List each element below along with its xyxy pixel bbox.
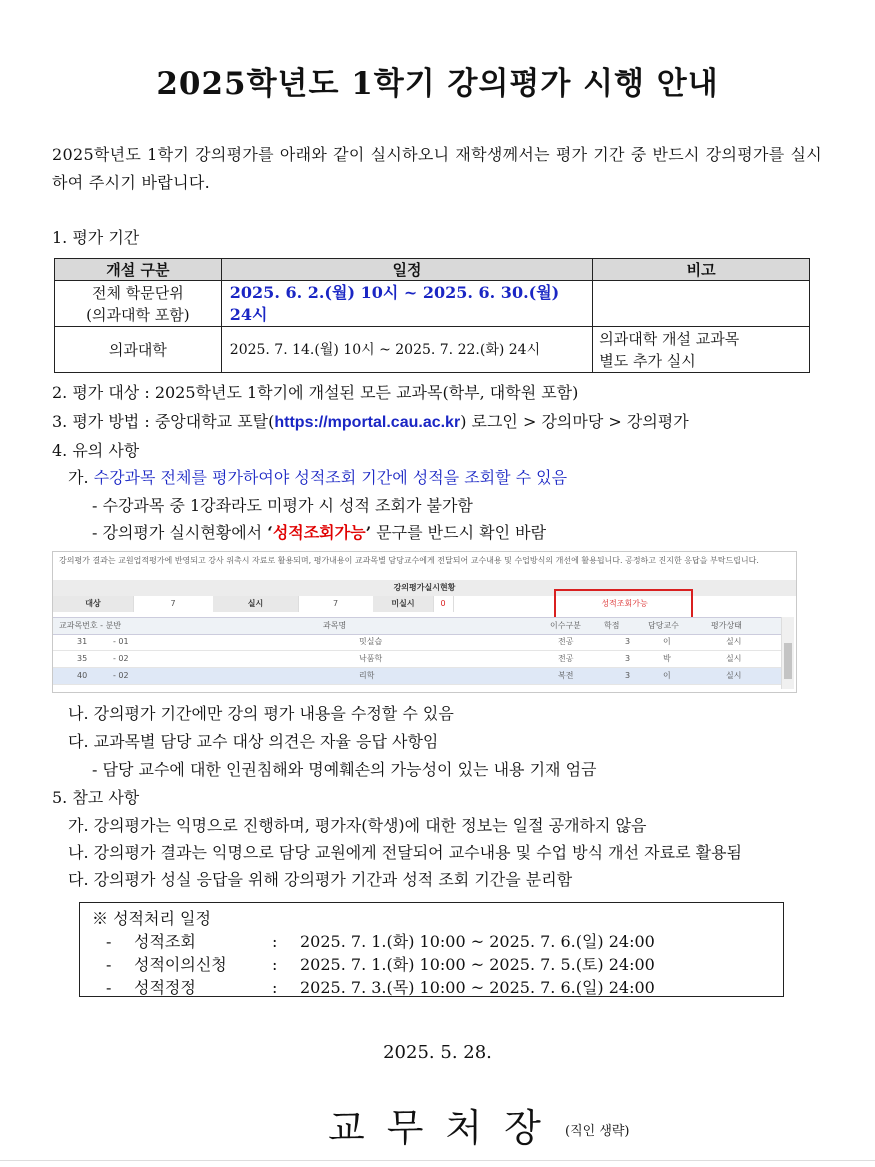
header-schedule: 일정 (221, 259, 593, 281)
row2-category: 의과대학 (55, 327, 222, 373)
schedule-period: 2025. 7. 1.(화) 10:00 ~ 2025. 7. 6.(일) 24:00 (300, 932, 655, 951)
signature-note: (직인 생략) (565, 1124, 630, 1139)
section-4-da-bullet: - 담당 교수에 대한 인권침해와 명예훼손의 가능성이 있는 내용 기재 엄금 (92, 760, 597, 779)
row-prof: 박 (663, 654, 671, 663)
section-4-ga-prefix: 가. (68, 468, 94, 487)
schedule-period: 2025. 7. 3.(목) 10:00 ~ 2025. 7. 6.(일) 24:00 (300, 978, 655, 997)
col-credit: 학점 (604, 621, 620, 630)
row-sec: - 01 (113, 637, 129, 646)
notdone-value: 0 (433, 596, 454, 612)
row-credit: 3 (625, 637, 631, 646)
target-value: 7 (133, 596, 214, 612)
section-5-na: 나. 강의평가 결과는 익명으로 담당 교원에게 전달되어 교수내용 및 수업 방식 개선 자료로 활용됨 (68, 843, 742, 862)
schedule-item (106, 929, 655, 952)
col-status: 평가상태 (711, 621, 742, 630)
status-text: 성적조회가능 (601, 599, 648, 608)
evaluation-status-screenshot (52, 551, 797, 693)
row-sec: - 02 (113, 671, 129, 680)
row2-note (593, 327, 810, 373)
intro-paragraph: 2025학년도 1학기 강의평가를 아래와 같이 실시하오니 재학생께서는 평가 기간 중 반드시 강의평가를 실시하여 주시기 바랍니다. (52, 145, 822, 192)
header-category: 개설 구분 (55, 259, 222, 281)
schedule-label: 성적조회 (134, 932, 196, 951)
schedule-colon: : (272, 932, 278, 951)
section-2: 2. 평가 대상 : 2025학년도 1학기에 개설된 모든 교과목(학부, 대학원 포함) (52, 383, 579, 402)
table-row (53, 634, 781, 651)
bullet-2-suffix: 문구를 반드시 확인 바람 (371, 523, 547, 542)
section-4-na: 나. 강의평가 기간에만 강의 평가 내용을 수정할 수 있음 (68, 704, 454, 723)
portal-link[interactable]: https://mportal.cau.ac.kr (274, 414, 461, 431)
row1-schedule-text: 2025. 6. 2.(월) 10시 ~ 2025. 6. 30.(월) 24시 (229, 282, 560, 324)
table-row (55, 281, 810, 327)
row-name: 리학 (359, 671, 375, 680)
section-4-heading: 4. 유의 사항 (52, 441, 140, 460)
schedule-item (106, 952, 655, 975)
schedule-dash: - (106, 955, 112, 974)
table-header-row (55, 259, 810, 281)
signature: 교무처장 (328, 1106, 563, 1150)
quote-close: ’ (365, 523, 372, 542)
row-code: 40 (77, 671, 88, 680)
done-label: 실시 (213, 596, 299, 612)
row-prof: 이 (663, 637, 671, 646)
row1-note (593, 281, 810, 327)
section-4-da: 다. 교과목별 담당 교수 대상 의견은 자율 응답 사항임 (68, 732, 439, 751)
target-label: 대상 (53, 596, 134, 612)
col-type: 이수구분 (550, 621, 581, 630)
page-bottom-divider (0, 1160, 875, 1161)
row-type: 전공 (558, 654, 574, 663)
row2-note-line1: 의과대학 개설 교과목 (599, 329, 740, 348)
section-3-suffix: ) 로그인 > 강의마당 > 강의평가 (460, 412, 689, 431)
table-row (55, 327, 810, 373)
col-name: 과목명 (323, 621, 347, 630)
vertical-scrollbar[interactable] (781, 617, 794, 689)
document-date: 2025. 5. 28. (383, 1042, 492, 1063)
section-3 (52, 411, 689, 433)
course-table-header (53, 617, 781, 635)
header-note: 비고 (593, 259, 810, 281)
section-5-da: 다. 강의평가 성실 응답을 위해 강의평가 기간과 성적 조회 기간을 분리함 (68, 870, 573, 889)
table-row (53, 668, 781, 685)
row1-category-line2: (의과대학 포함) (86, 305, 190, 324)
row-type: 전공 (558, 637, 574, 646)
row-sec: - 02 (113, 654, 129, 663)
schedule-colon: : (272, 955, 278, 974)
schedule-period: 2025. 7. 1.(화) 10:00 ~ 2025. 7. 5.(토) 24:00 (300, 955, 655, 974)
row-credit: 3 (625, 654, 631, 663)
status-highlight-box (554, 589, 693, 619)
row-credit: 3 (625, 671, 631, 680)
row-prof: 이 (663, 671, 671, 680)
col-prof: 담당교수 (648, 621, 679, 630)
done-value: 7 (298, 596, 374, 612)
row-code: 31 (77, 637, 88, 646)
screenshot-note: 강의평가 결과는 교원업적평가에 반영되고 강사 위촉시 자료로 활용되며, 평가내용이 교과목별 담당교수에게 전달되어 교수내용 및 수업방식의 개선에 활용됩니다. 공정하고 진지한 응답을 부탁드립니다. (59, 556, 759, 565)
status-title: 강의평가실시현황 (53, 580, 796, 596)
section-5-ga: 가. 강의평가는 익명으로 진행하며, 평가자(학생)에 대한 정보는 일절 공개하지 않음 (68, 816, 647, 835)
row2-note-line2: 별도 추가 실시 (599, 351, 696, 370)
row2-schedule: 2025. 7. 14.(월) 10시 ~ 2025. 7. 22.(화) 24시 (221, 327, 593, 373)
notdone-label: 미실시 (373, 596, 434, 612)
row-name: 밋실습 (359, 637, 383, 646)
row-status: 실시 (726, 654, 742, 663)
section-4-ga (68, 467, 567, 488)
section-3-prefix: 3. 평가 방법 : 중앙대학교 포탈( (52, 412, 275, 431)
schedule-title: ※ 성적처리 일정 (92, 909, 211, 928)
schedule-item (106, 975, 655, 998)
row1-category (55, 281, 222, 327)
row-status: 실시 (726, 671, 742, 680)
schedule-colon: : (272, 978, 278, 997)
bullet-2-prefix: - 강의평가 실시현황에서 (92, 523, 268, 542)
section-4-ga-bullet-2 (92, 522, 546, 543)
evaluation-period-table (54, 258, 810, 373)
row-status: 실시 (726, 637, 742, 646)
quote-open: ‘ (267, 523, 273, 542)
section-4-ga-text: 수강과목 전체를 평가하여야 성적조회 기간에 성적을 조회할 수 있음 (93, 468, 568, 487)
page-title: 2025학년도 1학기 강의평가 시행 안내 (156, 66, 719, 102)
row-name: 낙품학 (359, 654, 383, 663)
schedule-label: 성적정정 (134, 978, 196, 997)
grade-schedule-box (79, 902, 784, 997)
schedule-dash: - (106, 978, 112, 997)
section-1-heading: 1. 평가 기간 (52, 228, 140, 247)
scrollbar-thumb[interactable] (784, 643, 792, 679)
section-5-heading: 5. 참고 사항 (52, 788, 140, 807)
row1-schedule (221, 281, 593, 327)
table-row (53, 651, 781, 668)
row-code: 35 (77, 654, 88, 663)
section-4-ga-bullet-1: - 수강과목 중 1강좌라도 미평가 시 성적 조회가 불가함 (92, 496, 473, 515)
col-code: 교과목번호 - 분반 (59, 621, 122, 630)
schedule-label: 성적이의신청 (134, 955, 227, 974)
grade-available-highlight: 성적조회가능 (272, 523, 366, 542)
row-type: 복전 (558, 671, 574, 680)
schedule-dash: - (106, 932, 112, 951)
row1-category-line1: 전체 학문단위 (92, 283, 184, 302)
